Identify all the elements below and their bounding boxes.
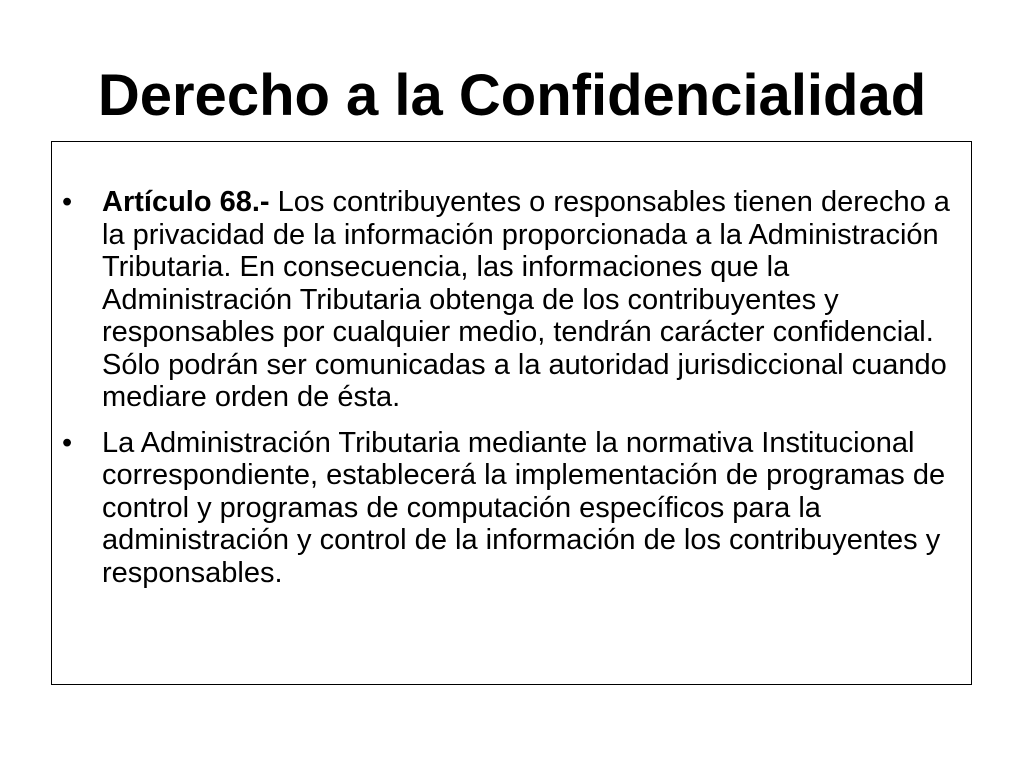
bullet-item-normativa: [52, 427, 971, 590]
bullet-marker: •: [62, 426, 73, 459]
bullet-text: Los contribuyentes o responsables tienen derecho a la privacidad de la información proporcionada a la Administración Tributaria. En consecuencia, las informaciones que la Administración Tributaria obtenga de los contribuyentes y responsables por cualquier medio, tendrán carácter confidencial. Sólo podrán ser comunicadas a la autoridad jurisdiccional cuando mediare orden de ésta.: [102, 186, 950, 413]
slide-title: Derecho a la Confidencialidad: [97, 63, 927, 128]
bullet-item-articulo-68: [52, 186, 971, 414]
bullet-text: La Administración Tributaria mediante la normativa Institucional correspondiente, establecerá la implementación de programas de control y programas de computación específicos para la administración y control de la información de los contribuyentes y responsables.: [102, 426, 946, 589]
bullet-marker: •: [62, 186, 73, 218]
bullet-list: [52, 186, 971, 602]
content-box: [51, 141, 972, 685]
article-reference: Artículo 68.-: [102, 186, 270, 218]
